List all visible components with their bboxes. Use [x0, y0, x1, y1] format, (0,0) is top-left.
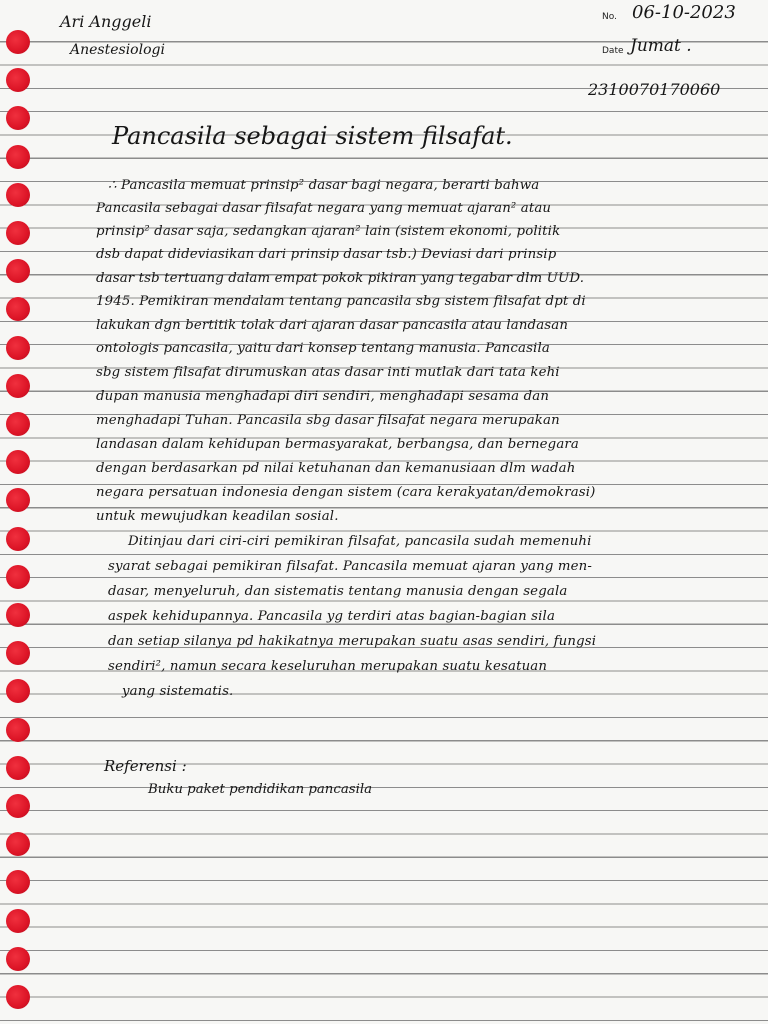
- body-line: dupan manusia menghadapi diri sendiri, menghadapi sesama dan: [96, 389, 550, 404]
- binder-hole: [6, 985, 30, 1009]
- binder-hole: [6, 145, 30, 169]
- body-line: dasar, menyeluruh, dan sistematis tentang manusia dengan segala: [108, 584, 568, 599]
- binder-hole: [6, 909, 30, 933]
- binder-hole: [6, 336, 30, 360]
- body-line: ∴ Pancasila memuat prinsip² dasar bagi negara, berarti bahwa: [108, 178, 540, 193]
- binder-hole: [6, 221, 30, 245]
- binder-hole: [6, 565, 30, 589]
- body-line: lakukan dgn bertitik tolak dari ajaran dasar pancasila atau landasan: [96, 318, 569, 333]
- binder-hole: [6, 641, 30, 665]
- binder-hole: [6, 794, 30, 818]
- binder-hole: [6, 450, 30, 474]
- body-line: ontologis pancasila, yaitu dari konsep tentang manusia. Pancasila: [96, 341, 550, 356]
- binder-hole: [6, 297, 30, 321]
- department: Anestesiologi: [70, 42, 165, 58]
- student-name: Ari Anggeli: [60, 12, 152, 31]
- binder-hole: [6, 183, 30, 207]
- binder-hole: [6, 374, 30, 398]
- binder-hole: [6, 679, 30, 703]
- binder-holes: [6, 30, 36, 1010]
- reference-label: Referensi :: [104, 757, 187, 775]
- date-value: Jumat .: [630, 36, 692, 56]
- binder-hole: [6, 870, 30, 894]
- body-line: menghadapi Tuhan. Pancasila sbg dasar filsafat negara merupakan: [96, 413, 560, 428]
- body-line: syarat sebagai pemikiran filsafat. Pancasila memuat ajaran yang men-: [108, 559, 592, 574]
- body-line: negara persatuan indonesia dengan sistem (cara kerakyatan/demokrasi): [96, 485, 596, 500]
- body-line: untuk mewujudkan keadilan sosial.: [96, 509, 339, 524]
- body-line: dsb dapat dideviasikan dari prinsip dasar tsb.) Deviasi dari prinsip: [96, 247, 557, 262]
- student-number: 2310070170060: [588, 80, 721, 99]
- no-label: No.: [602, 12, 617, 22]
- binder-hole: [6, 527, 30, 551]
- binder-hole: [6, 756, 30, 780]
- body-line: 1945. Pemikiran mendalam tentang pancasila sbg sistem filsafat dpt di: [96, 294, 586, 309]
- binder-hole: [6, 718, 30, 742]
- binder-hole: [6, 259, 30, 283]
- no-value: 06-10-2023: [632, 2, 736, 23]
- body-line: prinsip² dasar saja, sedangkan ajaran² lain (sistem ekonomi, politik: [96, 224, 561, 239]
- body-line: Pancasila sebagai dasar filsafat negara yang memuat ajaran² atau: [96, 201, 552, 216]
- body-line: yang sistematis.: [122, 684, 234, 699]
- body-line: dan setiap silanya pd hakikatnya merupakan suatu asas sendiri, fungsi: [108, 634, 597, 649]
- body-line: sendiri², namun secara keseluruhan merupakan suatu kesatuan: [108, 659, 548, 674]
- binder-hole: [6, 832, 30, 856]
- body-line: landasan dalam kehidupan bermasyarakat, berbangsa, dan bernegara: [96, 437, 580, 452]
- binder-hole: [6, 412, 30, 436]
- binder-hole: [6, 106, 30, 130]
- body-line: sbg sistem filsafat dirumuskan atas dasar inti mutlak dari tata kehi: [96, 365, 560, 380]
- body-line: dengan berdasarkan pd nilai ketuhanan dan kemanusiaan dlm wadah: [96, 461, 576, 476]
- binder-hole: [6, 947, 30, 971]
- binder-hole: [6, 30, 30, 54]
- page-title: Pancasila sebagai sistem filsafat.: [112, 122, 513, 150]
- body-line: dasar tsb tertuang dalam empat pokok pikiran yang tegabar dlm UUD.: [96, 271, 585, 286]
- binder-hole: [6, 603, 30, 627]
- body-line: Ditinjau dari ciri-ciri pemikiran filsafat, pancasila sudah memenuhi: [128, 534, 592, 549]
- date-label: Date: [602, 46, 624, 56]
- binder-hole: [6, 488, 30, 512]
- reference-item: Buku paket pendidikan pancasila: [148, 782, 373, 797]
- body-line: aspek kehidupannya. Pancasila yg terdiri atas bagian-bagian sila: [108, 609, 556, 624]
- binder-hole: [6, 68, 30, 92]
